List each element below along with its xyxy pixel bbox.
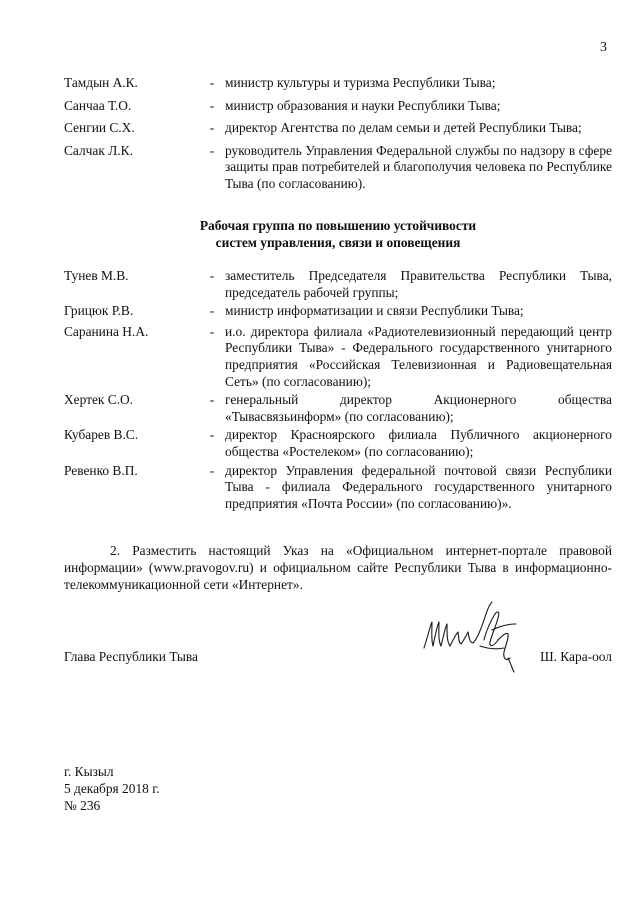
section-heading-line: Рабочая группа по повышению устойчивости xyxy=(199,218,477,233)
member-name: Кубарев В.С. xyxy=(64,427,139,443)
roster-row xyxy=(64,392,612,425)
dash-separator: - xyxy=(209,120,215,136)
member-role: министр информатизации и связи Республики Тыва; xyxy=(225,303,524,319)
roster-row xyxy=(64,143,612,193)
member-role: директор Управления федеральной почтовой связи Республики Тыва - филиала Федерального государственного унитарного предприятия «Почта России» (по согласованию)». xyxy=(225,462,612,511)
dash-separator: - xyxy=(209,75,215,90)
member-name: Тунев М.В. xyxy=(64,268,129,283)
dash-separator: - xyxy=(209,142,215,158)
member-role: руководитель Управления Федеральной службы по надзору в сфере защиты прав потребителей и благополучия человека по Республике Тыва (по согласованию). xyxy=(225,142,612,191)
section-heading xyxy=(64,217,612,251)
member-role: министр культуры и туризма Республики Тыва; xyxy=(225,75,496,90)
member-role: директор Агентства по делам семьи и детей Республики Тыва; xyxy=(225,120,582,136)
decree-paragraph: 2. Разместить настоящий Указ на «Официальном интернет-портале правовой информации» (www.pravogov.ru) и официальном сайте Республики Тыва в информационно-телекоммуникационной сети «Интернет». xyxy=(64,543,612,592)
roster-row xyxy=(64,427,612,460)
member-name: Грицюк Р.В. xyxy=(64,303,134,319)
roster-top xyxy=(64,75,612,193)
member-name: Салчак Л.К. xyxy=(64,142,133,158)
roster-working-group xyxy=(64,268,612,512)
page-number: 3 xyxy=(600,40,607,55)
place-of-signing: г. Кызыл xyxy=(64,764,114,779)
dash-separator: - xyxy=(209,462,215,478)
roster-row xyxy=(64,120,612,137)
signatory-title: Глава Республики Тыва xyxy=(64,649,198,664)
roster-row xyxy=(64,98,612,115)
roster-row xyxy=(64,324,612,390)
dash-separator: - xyxy=(209,303,215,319)
dash-separator: - xyxy=(209,268,215,283)
dash-separator: - xyxy=(209,323,215,339)
roster-row xyxy=(64,463,612,513)
member-name: Ревенко В.П. xyxy=(64,462,138,478)
roster-row xyxy=(64,75,612,92)
dash-separator: - xyxy=(209,392,215,408)
member-name: Саранина Н.А. xyxy=(64,323,149,339)
document-date: 5 декабря 2018 г. xyxy=(64,781,160,796)
member-name: Санчаа Т.О. xyxy=(64,97,132,113)
member-role: директор Красноярского филиала Публичного акционерного общества «Ростелеком» (по согласованию); xyxy=(225,427,612,459)
document-footer xyxy=(64,763,160,814)
dash-separator: - xyxy=(209,97,215,113)
member-name: Хертек С.О. xyxy=(64,392,134,408)
member-role: заместитель Председателя Правительства Республики Тыва, председатель рабочей группы; xyxy=(225,268,612,300)
signatory-name: Ш. Кара-оол xyxy=(540,649,612,664)
member-name: Тамдын А.К. xyxy=(64,75,138,90)
roster-row xyxy=(64,303,612,320)
handwritten-signature xyxy=(420,596,530,676)
member-role: министр образования и науки Республики Тыва; xyxy=(225,97,501,113)
member-name: Сенгии С.Х. xyxy=(64,120,135,136)
dash-separator: - xyxy=(209,427,215,443)
member-role: генеральный директор Акционерного общества «Тывасвязьинформ» (по согласованию); xyxy=(225,392,612,424)
section-heading-line: систем управления, связи и оповещения xyxy=(215,235,461,250)
document-number: № 236 xyxy=(64,798,101,813)
member-role: и.о. директора филиала «Радиотелевизионный передающий центр Республики Тыва» - Федерального государственного унитарного предприятия «Российская Телевизионная и Радиовещательная Сеть» (по согласованию); xyxy=(225,323,612,389)
roster-row xyxy=(64,268,612,301)
